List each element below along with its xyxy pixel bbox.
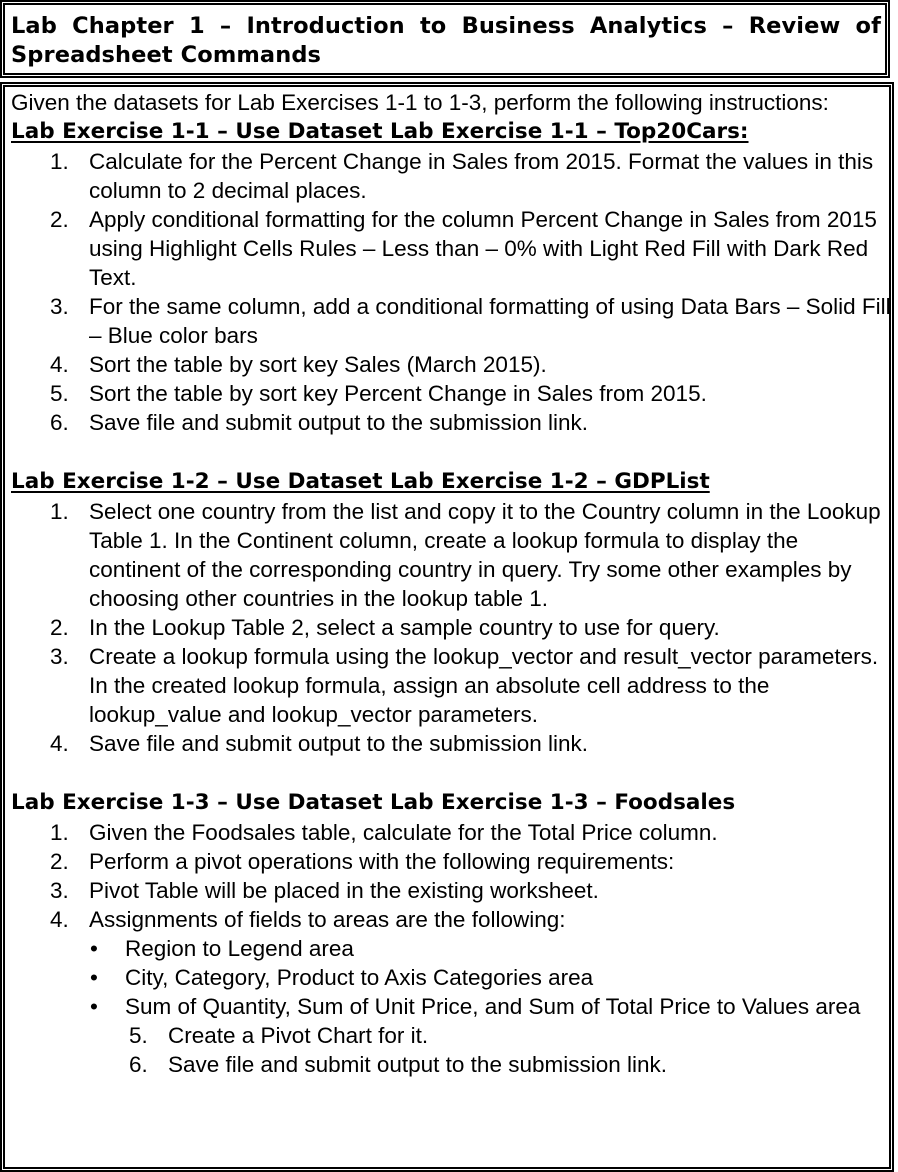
step-number: 3. [50, 294, 69, 319]
document-title: Lab Chapter 1 – Introduction to Business Analytics – Review of Spreadsheet Commands [11, 13, 881, 68]
step-number: 6. [50, 410, 69, 435]
bullet-text: Region to Legend area [125, 936, 354, 961]
step-number: 1. [50, 149, 69, 174]
sub-step-list [11, 1021, 891, 1079]
list-item [11, 350, 891, 379]
exercise-heading: Lab Exercise 1-1 – Use Dataset Lab Exercise 1-1 – Top20Cars: [11, 119, 749, 144]
list-item [11, 147, 891, 205]
step-list [11, 147, 891, 437]
step-number: 2. [50, 207, 69, 232]
step-text: Sort the table by sort key Percent Change in Sales from 2015. [89, 381, 707, 406]
step-number: 4. [50, 352, 69, 377]
list-item [11, 876, 891, 905]
intro-text: Given the datasets for Lab Exercises 1-1 to 1-3, perform the following instructions: [11, 90, 829, 115]
step-list [11, 818, 891, 934]
step-number: 1. [50, 499, 69, 524]
step-text: Sort the table by sort key Sales (March 2015). [89, 352, 547, 377]
step-text: Pivot Table will be placed in the existing worksheet. [89, 878, 599, 903]
spacer [11, 437, 891, 467]
step-text: In the Lookup Table 2, select a sample country to use for query. [89, 615, 720, 640]
list-item [11, 905, 891, 934]
list-item [11, 613, 891, 642]
list-item [11, 497, 891, 613]
bullet-icon: • [90, 936, 98, 961]
list-item [11, 847, 891, 876]
step-text: Select one country from the list and copy it to the Country column in the Lookup Table 1. In the Continent column, create a lookup formula to display the continent of the corresponding country in query. Try some other examples by choosing other countries in the lookup table 1. [89, 499, 881, 611]
list-item [11, 205, 891, 292]
step-number: 4. [50, 731, 69, 756]
step-text: For the same column, add a conditional formatting of using Data Bars – Solid Fill – Blue color bars [89, 294, 891, 348]
list-item [11, 642, 891, 729]
step-text: Assignments of fields to areas are the following: [89, 907, 566, 932]
step-text: Create a lookup formula using the lookup_vector and result_vector parameters. In the created lookup formula, assign an absolute cell address to the lookup_value and lookup_vector parameters. [89, 644, 879, 727]
step-text: Perform a pivot operations with the following requirements: [89, 849, 675, 874]
step-list [11, 497, 891, 758]
step-number: 3. [50, 878, 69, 903]
list-item [11, 963, 891, 992]
document-body [11, 88, 891, 1079]
list-item [11, 1050, 891, 1079]
step-text: Create a Pivot Chart for it. [168, 1023, 429, 1048]
step-number: 1. [50, 820, 69, 845]
bullet-icon: • [90, 965, 98, 990]
step-text: Apply conditional formatting for the column Percent Change in Sales from 2015 using Highlight Cells Rules – Less than – 0% with Light Red Fill with Dark Red Text. [89, 207, 877, 290]
bullet-icon: • [90, 994, 98, 1019]
step-text: Save file and submit output to the submission link. [168, 1052, 668, 1077]
list-item [11, 292, 891, 350]
bullet-text: Sum of Quantity, Sum of Unit Price, and Sum of Total Price to Values area [125, 994, 861, 1019]
step-number: 5. [50, 381, 69, 406]
list-item [11, 379, 891, 408]
exercise-heading: Lab Exercise 1-2 – Use Dataset Lab Exercise 1-2 – GDPList [11, 469, 710, 494]
exercise-1-2 [11, 467, 891, 758]
step-number: 6. [129, 1052, 148, 1077]
bullet-text: City, Category, Product to Axis Categories area [125, 965, 594, 990]
step-number: 2. [50, 615, 69, 640]
list-item [11, 1021, 891, 1050]
step-number: 5. [129, 1023, 148, 1048]
spacer [11, 758, 891, 788]
step-text: Save file and submit output to the submission link. [89, 731, 589, 756]
step-number: 3. [50, 644, 69, 669]
bullet-list [11, 934, 891, 1021]
step-number: 2. [50, 849, 69, 874]
list-item [11, 934, 891, 963]
list-item [11, 729, 891, 758]
list-item [11, 992, 891, 1021]
exercise-1-1 [11, 117, 891, 437]
exercise-heading: Lab Exercise 1-3 – Use Dataset Lab Exercise 1-3 – Foodsales [11, 790, 736, 815]
list-item [11, 408, 891, 437]
step-number: 4. [50, 907, 69, 932]
step-text: Save file and submit output to the submission link. [89, 410, 589, 435]
list-item [11, 818, 891, 847]
step-text: Given the Foodsales table, calculate for the Total Price column. [89, 820, 718, 845]
step-text: Calculate for the Percent Change in Sales from 2015. Format the values in this column to 2 decimal places. [89, 149, 874, 203]
exercise-1-3 [11, 788, 891, 1079]
